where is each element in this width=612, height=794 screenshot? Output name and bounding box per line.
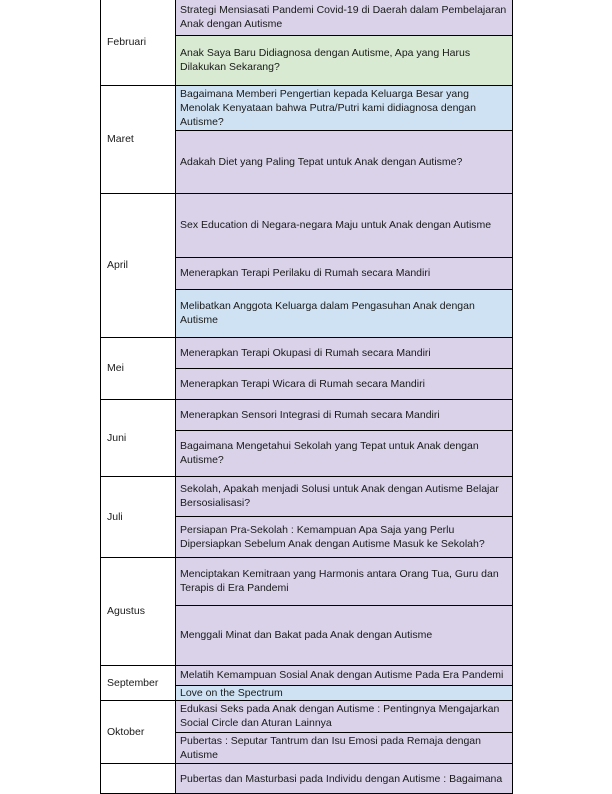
topic-cell: Menerapkan Sensori Integrasi di Rumah secara Mandiri <box>176 399 513 430</box>
table-row <box>101 665 513 685</box>
topic-cell: Menggali Minat dan Bakat pada Anak dengan Autisme <box>176 605 513 665</box>
topic-cell: Persiapan Pra-Sekolah : Kemampuan Apa Saja yang Perlu Dipersiapkan Sebelum Anak dengan Autisme Masuk ke Sekolah? <box>176 516 513 557</box>
month-cell: Februari <box>101 0 176 85</box>
month-cell <box>101 763 176 793</box>
content-plan-table <box>100 0 513 794</box>
topic-cell: Menerapkan Terapi Wicara di Rumah secara Mandiri <box>176 368 513 399</box>
topic-cell: Love on the Spectrum <box>176 685 513 700</box>
month-cell: Mei <box>101 337 176 399</box>
topic-cell: Menciptakan Kemitraan yang Harmonis antara Orang Tua, Guru dan Terapis di Era Pandemi <box>176 557 513 605</box>
topic-cell: Sex Education di Negara-negara Maju untuk Anak dengan Autisme <box>176 193 513 257</box>
table-row <box>101 337 513 368</box>
topic-cell: Pubertas dan Masturbasi pada Individu dengan Autisme : Bagaimana <box>176 763 513 793</box>
topic-cell: Menerapkan Terapi Perilaku di Rumah secara Mandiri <box>176 257 513 289</box>
table-row <box>101 399 513 430</box>
table-row <box>101 0 513 35</box>
topic-cell: Bagaimana Memberi Pengertian kepada Keluarga Besar yang Menolak Kenyataan bahwa Putra/Putri kami didiagnosa dengan Autisme? <box>176 85 513 130</box>
month-cell: Juli <box>101 476 176 557</box>
content-plan-table-body <box>101 0 513 793</box>
topic-cell: Sekolah, Apakah menjadi Solusi untuk Anak dengan Autisme Belajar Bersosialisasi? <box>176 476 513 516</box>
topic-cell: Anak Saya Baru Didiagnosa dengan Autisme, Apa yang Harus Dilakukan Sekarang? <box>176 35 513 85</box>
table-row <box>101 476 513 516</box>
topic-cell: Pubertas : Seputar Tantrum dan Isu Emosi pada Remaja dengan Autisme <box>176 732 513 763</box>
month-cell: April <box>101 193 176 337</box>
month-cell: Maret <box>101 85 176 193</box>
topic-cell: Melibatkan Anggota Keluarga dalam Pengasuhan Anak dengan Autisme <box>176 289 513 337</box>
topic-cell: Bagaimana Mengetahui Sekolah yang Tepat untuk Anak dengan Autisme? <box>176 430 513 476</box>
topic-cell: Edukasi Seks pada Anak dengan Autisme : Pentingnya Mengajarkan Social Circle dan Aturan Lainnya <box>176 700 513 732</box>
table-row <box>101 763 513 793</box>
table-row <box>101 700 513 732</box>
month-cell: Agustus <box>101 557 176 665</box>
table-row <box>101 193 513 257</box>
table-row <box>101 557 513 605</box>
month-cell: Oktober <box>101 700 176 763</box>
topic-cell: Melatih Kemampuan Sosial Anak dengan Autisme Pada Era Pandemi <box>176 665 513 685</box>
topic-cell: Strategi Mensiasati Pandemi Covid-19 di Daerah dalam Pembelajaran Anak dengan Autisme <box>176 0 513 35</box>
month-cell: Juni <box>101 399 176 476</box>
topic-cell: Adakah Diet yang Paling Tepat untuk Anak dengan Autisme? <box>176 130 513 193</box>
month-cell: September <box>101 665 176 700</box>
topic-cell: Menerapkan Terapi Okupasi di Rumah secara Mandiri <box>176 337 513 368</box>
table-row <box>101 85 513 130</box>
